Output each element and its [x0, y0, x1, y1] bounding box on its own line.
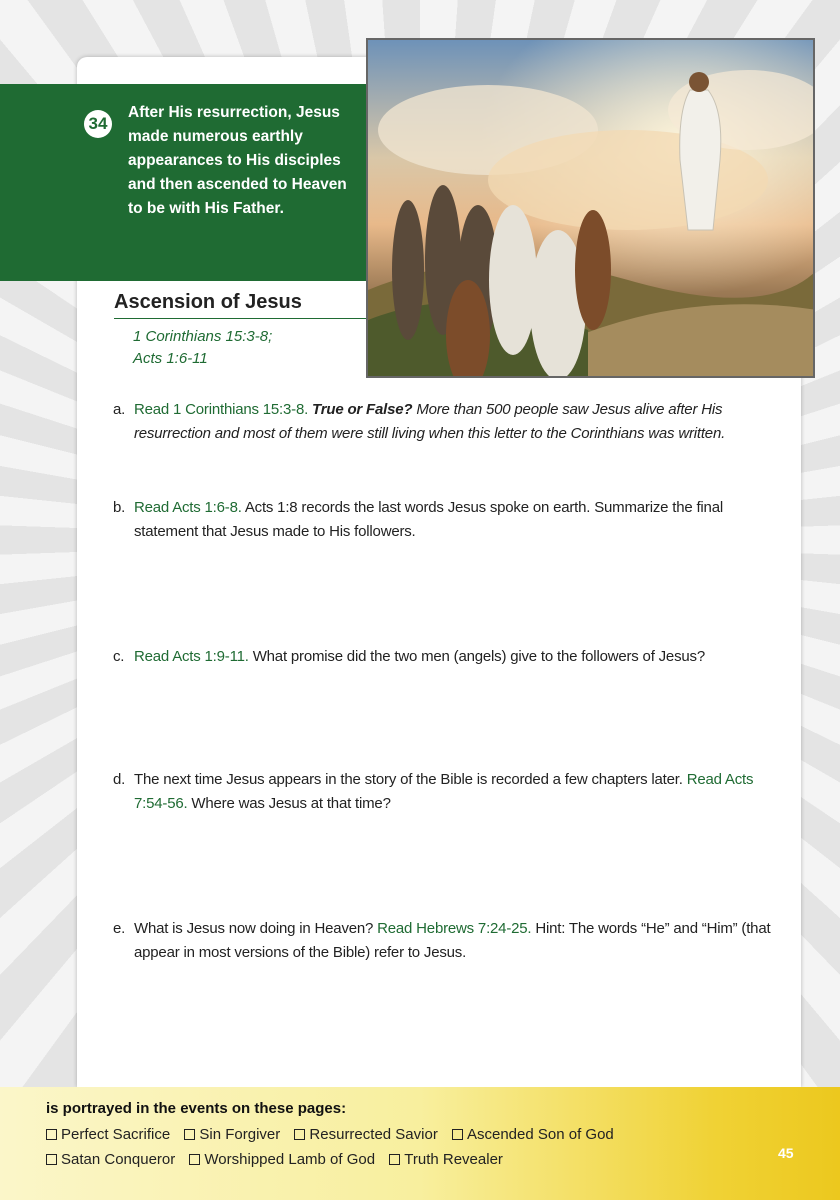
checkbox-icon[interactable]: [46, 1129, 57, 1140]
question-text: What is Jesus now doing in Heaven?: [134, 920, 374, 937]
checkbox-icon[interactable]: [389, 1154, 400, 1165]
option-sin-forgiver[interactable]: [184, 1126, 280, 1143]
question-text: Acts 1:8 records the last words Jesus spoke on earth. Summarize the final statement that Jesus made to His followers.: [134, 499, 723, 540]
option-label: Ascended Son of God: [466, 1126, 614, 1143]
section-title-rule: [114, 318, 366, 319]
option-label: Truth Revealer: [404, 1151, 503, 1168]
option-truth-revealer[interactable]: [389, 1151, 503, 1168]
lesson-summary: After His resurrection, Jesus made numerous earthly appearances to His disciples and then ascended to Heaven to be with His Father.: [128, 104, 347, 217]
option-label: Satan Conqueror: [61, 1151, 176, 1168]
question-c: [113, 645, 773, 669]
question-d: [113, 768, 773, 816]
question-b: [113, 496, 773, 544]
option-label: Resurrected Savior: [309, 1126, 438, 1143]
question-text: The next time Jesus appears in the story of the Bible is recorded a few chapters later.: [134, 771, 683, 788]
checkbox-icon[interactable]: [452, 1129, 463, 1140]
scripture-references: [133, 326, 272, 370]
option-ascended-son-of-god[interactable]: [452, 1126, 614, 1143]
section-title: Ascension of Jesus: [114, 291, 302, 313]
ascension-illustration: [366, 38, 815, 378]
ascension-painting: [368, 40, 815, 378]
footer-heading: is portrayed in the events on these pages:: [46, 1100, 347, 1117]
scripture-link[interactable]: Read Acts 1:6-8.: [134, 499, 242, 516]
option-satan-conqueror[interactable]: [46, 1151, 175, 1168]
scripture-link[interactable]: Read Hebrews 7:24-25.: [377, 920, 532, 937]
scripture-link[interactable]: Read 1 Corinthians 15:3-8.: [134, 401, 309, 418]
question-e: [113, 917, 773, 965]
footer-options-row-1: [46, 1126, 624, 1143]
question-letter: c.: [113, 648, 125, 665]
question-letter: e.: [113, 920, 126, 937]
checkbox-icon[interactable]: [189, 1154, 200, 1165]
lesson-number-badge: 34: [84, 110, 112, 138]
question-a: [113, 398, 773, 446]
question-text: What promise did the two men (angels) give to the followers of Jesus?: [252, 648, 705, 665]
checkbox-icon[interactable]: [46, 1154, 57, 1165]
question-letter: a.: [113, 401, 126, 418]
page-number: 45: [778, 1145, 794, 1161]
question-text-2: Where was Jesus at that time?: [191, 795, 391, 812]
option-label: Worshipped Lamb of God: [204, 1151, 376, 1168]
footer-options-row-2: [46, 1151, 513, 1168]
question-letter: d.: [113, 771, 126, 788]
question-letter: b.: [113, 499, 126, 516]
scripture-link[interactable]: Read Acts 7:54-56.: [134, 771, 754, 812]
question-text: More than 500 people saw Jesus alive after His resurrection and most of them were still living when this letter to the Corinthians was written.: [134, 401, 726, 442]
reference-line-1: 1 Corinthians 15:3-8;: [133, 328, 273, 345]
option-resurrected-savior[interactable]: [294, 1126, 437, 1143]
option-perfect-sacrifice[interactable]: [46, 1126, 170, 1143]
reference-line-2: Acts 1:6-11: [133, 350, 208, 367]
true-false-prompt: True or False?: [312, 401, 413, 418]
checkbox-icon[interactable]: [184, 1129, 195, 1140]
checkbox-icon[interactable]: [294, 1129, 305, 1140]
scripture-link[interactable]: Read Acts 1:9-11.: [134, 648, 249, 665]
option-label: Perfect Sacrifice: [61, 1126, 171, 1143]
option-label: Sin Forgiver: [199, 1126, 281, 1143]
option-worshipped-lamb-of-god[interactable]: [189, 1151, 375, 1168]
question-text-2: Hint: The words “He” and “Him” (that appear in most versions of the Bible) refer to Jesus.: [134, 920, 771, 961]
